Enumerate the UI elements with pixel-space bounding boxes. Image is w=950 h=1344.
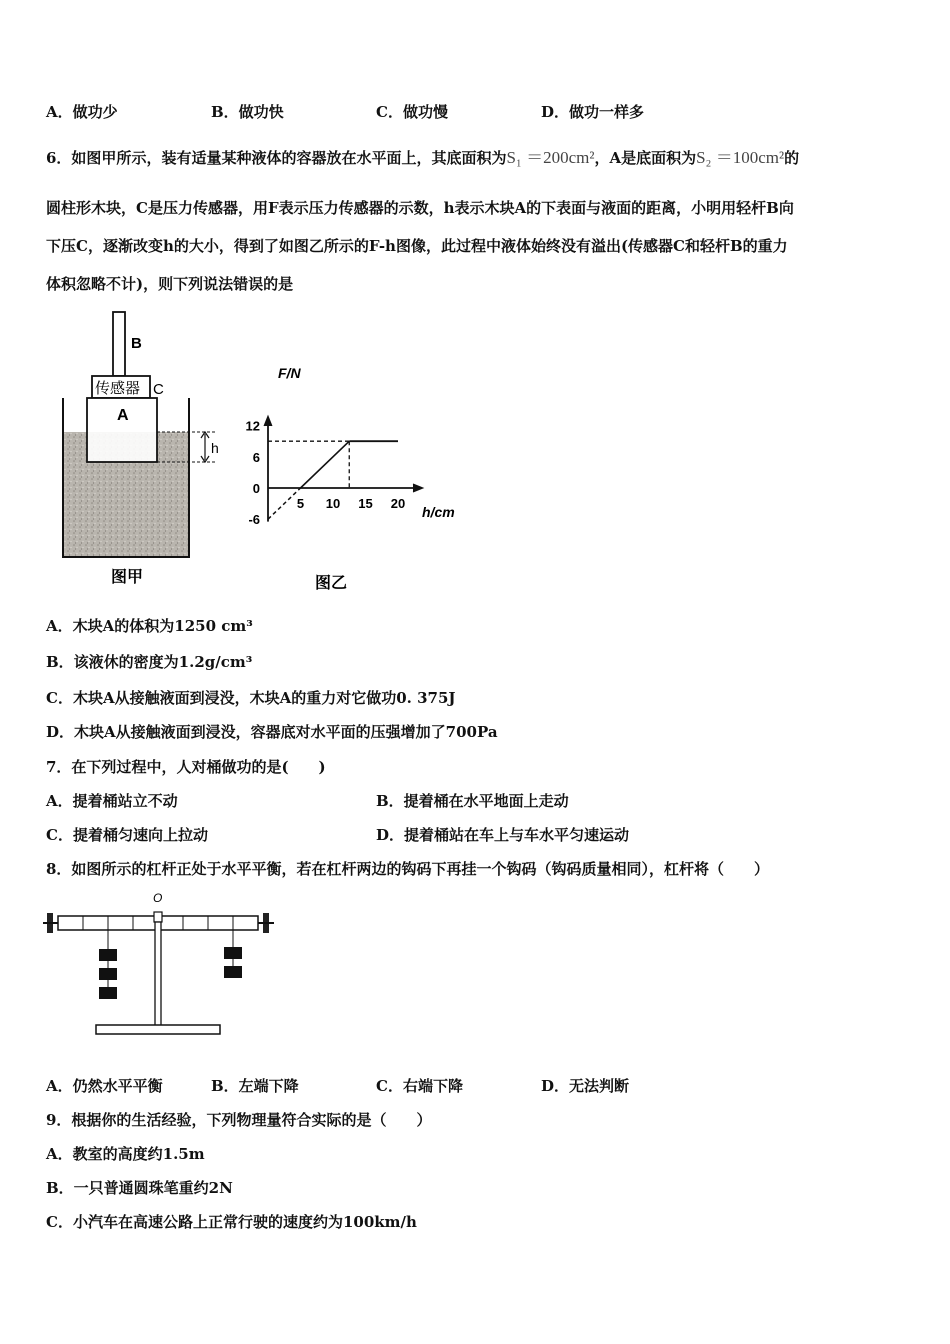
chart-x-tick-label: 20 bbox=[390, 496, 406, 511]
figure-lever bbox=[42, 888, 277, 1040]
q6-stem-part2: ，A是底面积为 bbox=[594, 149, 697, 167]
caption-yi: 图乙 bbox=[315, 575, 348, 592]
q8-stem: 8．如图所示的杠杆正处于水平平衡，若在杠杆两边的钩码下再挂一个钩码（钩码质量相同），杠杆将（ ） bbox=[46, 860, 769, 878]
left-weight-1 bbox=[99, 949, 117, 961]
chart-series-dashed-segment bbox=[268, 488, 301, 519]
q8-option-a: A．仍然水平平衡 bbox=[46, 1077, 163, 1095]
q6-option-c: C．木块A从接触液面到浸没，木块A的重力对它做功0. 375J bbox=[46, 689, 456, 707]
q6-stem-line1 bbox=[46, 148, 799, 168]
chart-y-tick-label: 0 bbox=[252, 481, 260, 496]
q5-option-d: D．做功一样多 bbox=[541, 103, 645, 121]
q5-option-a: A．做功少 bbox=[46, 103, 118, 121]
q9-option-b: B．一只普通圆珠笔重约2N bbox=[46, 1179, 233, 1197]
chart-x-tick-label: 15 bbox=[358, 496, 373, 511]
q6-stem-line4: 体积忽略不计)，则下列说法错误的是 bbox=[46, 275, 294, 293]
chart-y-arrow bbox=[264, 416, 272, 426]
caption-jia: 图甲 bbox=[111, 569, 144, 586]
label-b: B bbox=[131, 335, 142, 352]
chart-ylabel: F/N bbox=[278, 365, 301, 381]
q8-option-c: C．右端下降 bbox=[376, 1077, 463, 1095]
label-a: A bbox=[117, 407, 129, 424]
label-sensor: 传感器 bbox=[95, 380, 141, 397]
q5-option-c: C．做功慢 bbox=[376, 103, 448, 121]
q7-stem: 7．在下列过程中，人对桶做功的是( ) bbox=[46, 758, 326, 776]
q6-stem-line3: 下压C，逐渐改变h的大小，得到了如图乙所示的F-h图像，此过程中液体始终没有溢出(传感器C和轻杆B的重力 bbox=[46, 237, 788, 255]
q8-option-d: D．无法判断 bbox=[541, 1077, 630, 1095]
q8-option-b: B．左端下降 bbox=[211, 1077, 299, 1095]
figure-yi-chart bbox=[240, 355, 470, 600]
right-weight-1 bbox=[224, 947, 242, 959]
q6-option-d: D．木块A从接触液面到浸没，容器底对水平面的压强增加了700Pa bbox=[46, 723, 498, 741]
stand-base bbox=[96, 1025, 220, 1034]
stand-pole bbox=[155, 922, 161, 1026]
q9-option-a: A．教室的高度约1.5m bbox=[46, 1145, 205, 1163]
q6-stem-part1: 6．如图甲所示，装有适量某种液体的容器放在水平面上，其底面积为 bbox=[46, 149, 507, 167]
q6-stem-line2: 圆柱形木块，C是压力传感器，用F表示压力传感器的示数，h表示木块A的下表面与液面的距离，小明用轻杆B向 bbox=[46, 199, 794, 217]
chart-series-rising-segment bbox=[301, 441, 350, 488]
chart-x-tick-label: 10 bbox=[325, 496, 341, 511]
chart-y-tick-label: -6 bbox=[248, 512, 260, 528]
q9-stem: 9．根据你的生活经验，下列物理量符合实际的是（ ） bbox=[46, 1111, 432, 1129]
figure-jia bbox=[55, 310, 230, 595]
q5-option-b: B．做功快 bbox=[211, 103, 284, 121]
left-weight-3 bbox=[99, 987, 117, 999]
right-weight-2 bbox=[224, 966, 242, 978]
chart-y-tick-label: 12 bbox=[245, 418, 260, 434]
pivot-label: O bbox=[153, 891, 163, 905]
chart-y-tick-label: 6 bbox=[252, 449, 260, 465]
q7-option-a: A．提着桶站立不动 bbox=[46, 792, 178, 810]
q6-option-b: B．该液休的密度为1.2g/cm³ bbox=[46, 653, 253, 671]
chart-xlabel: h/cm bbox=[422, 504, 455, 520]
chart-x-arrow bbox=[413, 484, 423, 492]
q7-option-c: C．提着桶匀速向上拉动 bbox=[46, 826, 208, 844]
q9-option-c: C．小汽车在高速公路上正常行驶的速度约为100km/h bbox=[46, 1213, 417, 1231]
q6-option-a: A．木块A的体积为1250 cm³ bbox=[46, 617, 253, 635]
label-h: h bbox=[211, 440, 219, 456]
q7-option-b: B．提着桶在水平地面上走动 bbox=[376, 792, 569, 810]
q6-formula-s1: S₁ ＝200cm² bbox=[506, 148, 595, 167]
rod-b bbox=[113, 312, 125, 376]
chart-x-tick-label: 5 bbox=[296, 496, 305, 511]
q6-stem-part3: 的 bbox=[784, 149, 800, 167]
left-weight-2 bbox=[99, 968, 117, 980]
q6-formula-s2: S₂ ＝100cm² bbox=[696, 148, 785, 167]
label-c: C bbox=[153, 381, 164, 398]
q7-option-d: D．提着桶站在车上与车水平匀速运动 bbox=[376, 826, 630, 844]
